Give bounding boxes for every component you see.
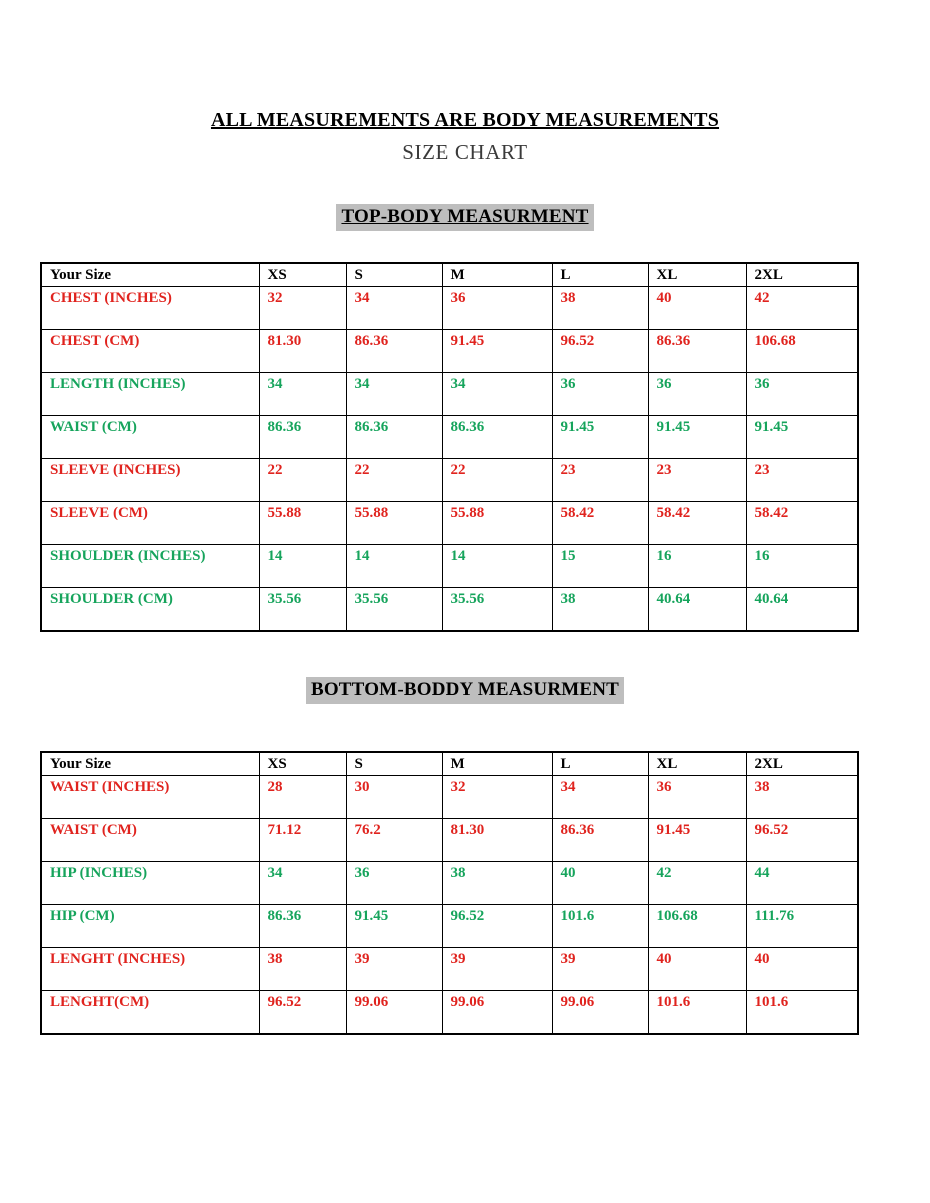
value-cell: 23 [648, 459, 746, 502]
row-label-cell: HIP (CM) [41, 905, 259, 948]
value-cell: 14 [346, 545, 442, 588]
row-label-cell: HIP (INCHES) [41, 862, 259, 905]
value-cell: 22 [346, 459, 442, 502]
value-cell: 34 [442, 373, 552, 416]
column-header: S [346, 752, 442, 776]
top-section [0, 204, 930, 231]
table-row [41, 545, 858, 588]
value-cell: 38 [746, 776, 858, 819]
value-cell: 35.56 [346, 588, 442, 632]
value-cell: 42 [648, 862, 746, 905]
value-cell: 99.06 [442, 991, 552, 1035]
row-label-cell: WAIST (CM) [41, 416, 259, 459]
value-cell: 38 [442, 862, 552, 905]
row-label-cell: SHOULDER (CM) [41, 588, 259, 632]
column-header: Your Size [41, 263, 259, 287]
value-cell: 86.36 [346, 330, 442, 373]
value-cell: 99.06 [552, 991, 648, 1035]
value-cell: 86.36 [648, 330, 746, 373]
row-label-cell: LENGHT (INCHES) [41, 948, 259, 991]
value-cell: 86.36 [442, 416, 552, 459]
value-cell: 96.52 [442, 905, 552, 948]
document-title: ALL MEASUREMENTS ARE BODY MEASUREMENTS [210, 109, 720, 131]
column-header: 2XL [746, 752, 858, 776]
value-cell: 32 [442, 776, 552, 819]
value-cell: 55.88 [346, 502, 442, 545]
value-cell: 101.6 [746, 991, 858, 1035]
value-cell: 86.36 [346, 416, 442, 459]
row-label-cell: SLEEVE (INCHES) [41, 459, 259, 502]
bottom-body-table [40, 751, 859, 1035]
value-cell: 23 [746, 459, 858, 502]
value-cell: 32 [259, 287, 346, 330]
value-cell: 23 [552, 459, 648, 502]
value-cell: 16 [648, 545, 746, 588]
value-cell: 86.36 [259, 905, 346, 948]
value-cell: 30 [346, 776, 442, 819]
table-row [41, 588, 858, 632]
value-cell: 55.88 [442, 502, 552, 545]
value-cell: 39 [346, 948, 442, 991]
value-cell: 35.56 [442, 588, 552, 632]
value-cell: 35.56 [259, 588, 346, 632]
value-cell: 91.45 [552, 416, 648, 459]
value-cell: 81.30 [442, 819, 552, 862]
value-cell: 14 [442, 545, 552, 588]
value-cell: 36 [746, 373, 858, 416]
value-cell: 40 [648, 948, 746, 991]
table-row [41, 905, 858, 948]
column-header: M [442, 752, 552, 776]
value-cell: 42 [746, 287, 858, 330]
column-header: XS [259, 263, 346, 287]
value-cell: 86.36 [552, 819, 648, 862]
value-cell: 111.76 [746, 905, 858, 948]
value-cell: 101.6 [552, 905, 648, 948]
row-label-cell: CHEST (INCHES) [41, 287, 259, 330]
bottom-table-heading: BOTTOM-BODDY MEASURMENT [306, 677, 624, 704]
table-row [41, 502, 858, 545]
value-cell: 58.42 [648, 502, 746, 545]
column-header: L [552, 263, 648, 287]
row-label-cell: WAIST (CM) [41, 819, 259, 862]
row-label-cell: LENGHT(CM) [41, 991, 259, 1035]
value-cell: 36 [648, 373, 746, 416]
value-cell: 44 [746, 862, 858, 905]
column-header: XL [648, 263, 746, 287]
document-subtitle: SIZE CHART [402, 140, 528, 164]
row-label-cell: SHOULDER (INCHES) [41, 545, 259, 588]
value-cell: 40 [648, 287, 746, 330]
value-cell: 36 [442, 287, 552, 330]
value-cell: 81.30 [259, 330, 346, 373]
value-cell: 22 [442, 459, 552, 502]
value-cell: 91.45 [746, 416, 858, 459]
value-cell: 36 [346, 862, 442, 905]
value-cell: 38 [259, 948, 346, 991]
row-label-cell: CHEST (CM) [41, 330, 259, 373]
column-header: 2XL [746, 263, 858, 287]
value-cell: 99.06 [346, 991, 442, 1035]
value-cell: 34 [552, 776, 648, 819]
value-cell: 91.45 [442, 330, 552, 373]
table-row [41, 819, 858, 862]
table-row [41, 459, 858, 502]
value-cell: 34 [259, 373, 346, 416]
value-cell: 91.45 [346, 905, 442, 948]
column-header: XS [259, 752, 346, 776]
table-row [41, 948, 858, 991]
value-cell: 28 [259, 776, 346, 819]
value-cell: 36 [552, 373, 648, 416]
value-cell: 91.45 [648, 819, 746, 862]
row-label-cell: SLEEVE (CM) [41, 502, 259, 545]
value-cell: 55.88 [259, 502, 346, 545]
value-cell: 40.64 [746, 588, 858, 632]
table-row [41, 776, 858, 819]
value-cell: 91.45 [648, 416, 746, 459]
column-header: S [346, 263, 442, 287]
header-row [41, 263, 858, 287]
table-row [41, 287, 858, 330]
header-row [41, 752, 858, 776]
value-cell: 58.42 [746, 502, 858, 545]
value-cell: 71.12 [259, 819, 346, 862]
row-label-cell: WAIST (INCHES) [41, 776, 259, 819]
value-cell: 38 [552, 287, 648, 330]
value-cell: 34 [346, 373, 442, 416]
table-row [41, 416, 858, 459]
value-cell: 39 [442, 948, 552, 991]
value-cell: 39 [552, 948, 648, 991]
value-cell: 76.2 [346, 819, 442, 862]
value-cell: 34 [346, 287, 442, 330]
column-header: M [442, 263, 552, 287]
value-cell: 96.52 [552, 330, 648, 373]
value-cell: 40 [746, 948, 858, 991]
value-cell: 16 [746, 545, 858, 588]
bottom-section [0, 677, 930, 704]
value-cell: 14 [259, 545, 346, 588]
value-cell: 34 [259, 862, 346, 905]
table-row [41, 330, 858, 373]
column-header: L [552, 752, 648, 776]
value-cell: 106.68 [746, 330, 858, 373]
value-cell: 15 [552, 545, 648, 588]
value-cell: 101.6 [648, 991, 746, 1035]
value-cell: 106.68 [648, 905, 746, 948]
column-header: Your Size [41, 752, 259, 776]
value-cell: 58.42 [552, 502, 648, 545]
value-cell: 22 [259, 459, 346, 502]
value-cell: 40.64 [648, 588, 746, 632]
value-cell: 36 [648, 776, 746, 819]
value-cell: 86.36 [259, 416, 346, 459]
table-row [41, 862, 858, 905]
top-body-table [40, 262, 859, 632]
value-cell: 40 [552, 862, 648, 905]
value-cell: 96.52 [259, 991, 346, 1035]
top-table-heading: TOP-BODY MEASURMENT [336, 204, 593, 231]
value-cell: 38 [552, 588, 648, 632]
table-row [41, 373, 858, 416]
value-cell: 96.52 [746, 819, 858, 862]
table-row [41, 991, 858, 1035]
column-header: XL [648, 752, 746, 776]
row-label-cell: LENGTH (INCHES) [41, 373, 259, 416]
